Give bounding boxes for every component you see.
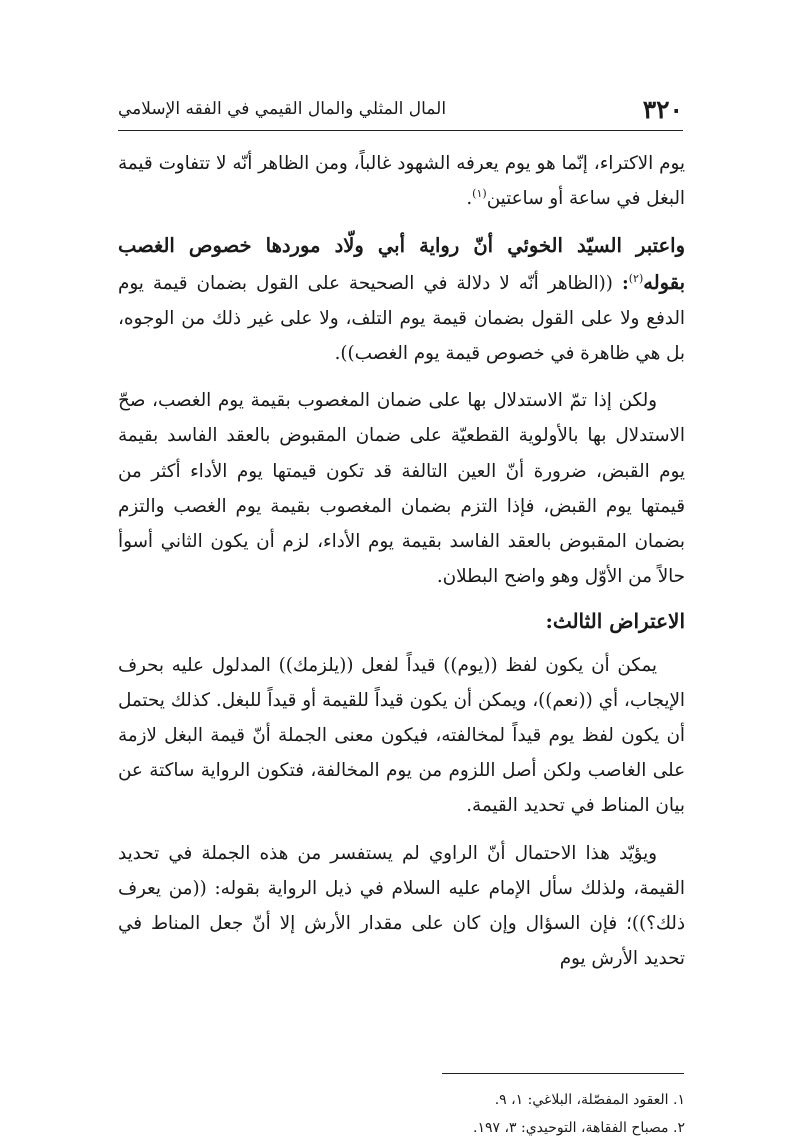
footnote-1: ١. العقود المفصّلة، البلاغي: ١، ٩. (494, 1092, 685, 1108)
footnote-2: ٢. مصباح الفقاهة، التوحيدي: ٣، ١٩٧. (473, 1120, 685, 1136)
paragraph-1-end: . (466, 188, 473, 210)
section-heading: الاعتراض الثالث: (545, 609, 685, 634)
paragraph-2-colon: : (621, 272, 629, 294)
footnote-separator (442, 1073, 684, 1074)
running-title: المال المثلي والمال القيمي في الفقه الإسلامي (118, 99, 447, 119)
page-body (118, 146, 685, 976)
footnote-ref-1: (١) (472, 187, 487, 201)
page-header (118, 88, 683, 131)
paragraph-2-bold-text: واعتبر السيّد الخوئي أنّ رواية أبي ولّاد موردها خصوص الغصب بقوله (118, 234, 685, 294)
page-number: ٣٢٠ (642, 94, 683, 124)
paragraph-2-quote: ((الظاهر أنّه لا دلالة في الصحيحة على القول بضمان قيمة يوم الدفع ولا على القول بضمان قيمة يوم التلف، ولا على غير ذلك من الوجوه، بل هي ظاهرة في خصوص قيمة يوم الغصب)). (118, 272, 685, 365)
paragraph-3: ولكن إذا تمّ الاستدلال بها على ضمان المغصوب بقيمة يوم الغصب، صحّ الاستدلال بها بالأولوية القطعيّة على ضمان المقبوض بالعقد الفاسد بقيمة يوم القبض، ضرورة أنّ العين التالفة قد تكون قيمتها يوم الأداء أكثر من قيمتها يوم القبض، فإذا التزم بضمان المغصوب بقيمة يوم الغصب والتزم بضمان المقبوض بالعقد الفاسد بقيمة يوم الأداء، لزم أن يكون الثاني أسوأ حالاً من الأوّل وهو واضح البطلان. (118, 390, 685, 588)
paragraph-1 (118, 146, 685, 216)
paragraph-4: يمكن أن يكون لفظ ((يوم)) قيداً لفعل ((يلزمك)) المدلول عليه بحرف الإيجاب، أي ((نعم))، ويمكن أن يكون قيداً للقيمة أو قيداً للبغل. كذلك يحتمل أن يكون لفظ يوم قيداً لمخالفته، فيكون معنى الجملة أنّ قيمة البغل لازمة على الغاصب ولكن أصل اللزوم من يوم المخالفة، فتكون الرواية ساكتة عن بيان المناط في تحديد القيمة. (118, 654, 685, 817)
paragraph-5: ويؤيّد هذا الاحتمال أنّ الراوي لم يستفسر من هذه الجملة في تحديد القيمة، ولذلك سأل الإمام عليه السلام في ذيل الرواية بقوله: ((من يعرف ذلك؟))؛ فإن السؤال وإن كان على مقدار الأرش إلا أنّ جعل المناط في تحديد الأرش يوم (118, 842, 685, 970)
paragraph-2 (118, 228, 685, 371)
paragraph-1-text: يوم الاكتراء، إنّما هو يوم يعرفه الشهود غالباً، ومن الظاهر أنّه لا تتفاوت قيمة البغل في ساعة أو ساعتين (118, 153, 685, 210)
footnote-ref-2: (٢) (628, 271, 644, 285)
